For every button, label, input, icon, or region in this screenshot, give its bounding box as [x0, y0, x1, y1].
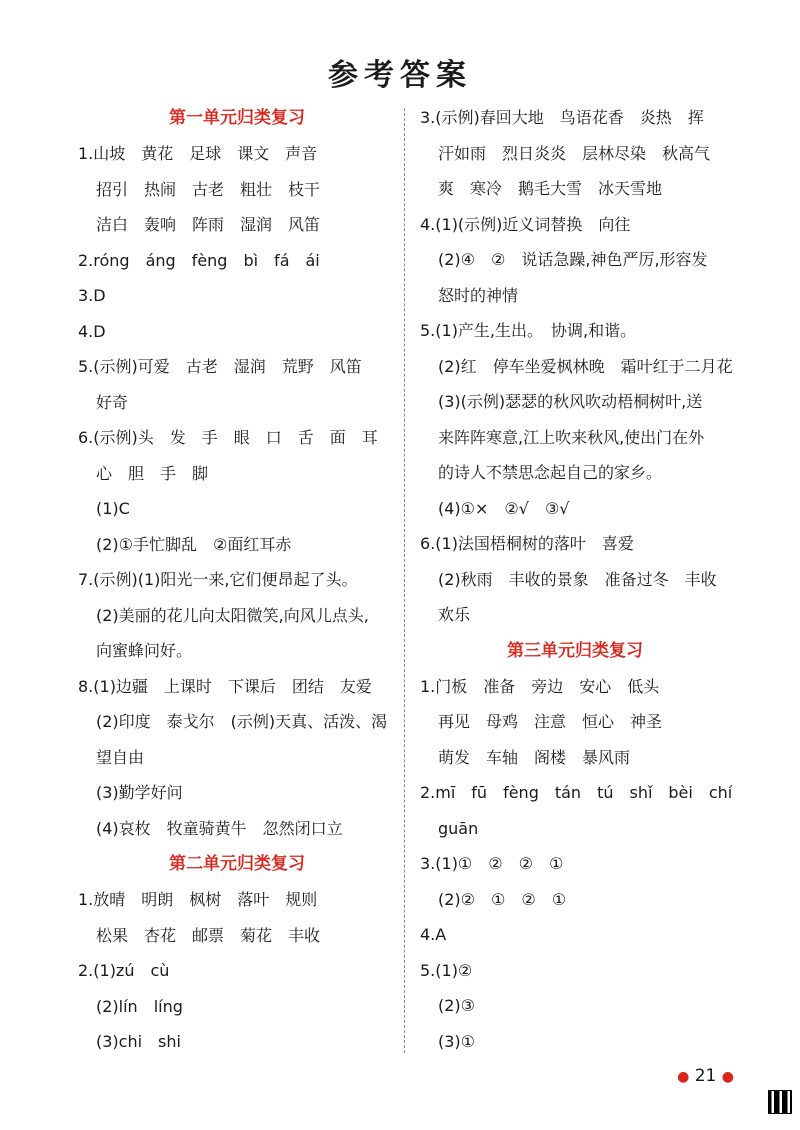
answer-line: 来阵阵寒意,江上吹来秋风,使出门在外 [438, 427, 705, 447]
answer-line: 5.(1)产生,生出。 协调,和谐。 [420, 321, 637, 340]
answer-line: 松果 杏花 邮票 菊花 丰收 [96, 925, 321, 945]
answer-line: 爽 寒冷 鹅毛大雪 冰天雪地 [438, 179, 663, 198]
answer-line: 4.A [420, 925, 447, 944]
page-title: 参考答案 [328, 58, 472, 93]
answer-line: 怒时的神情 [438, 285, 519, 305]
answer-line: (3)chi shi [96, 1032, 181, 1051]
answer-line: 汗如雨 烈日炎炎 层林尽染 秋高气 [438, 143, 711, 163]
section-title-unit-3: 第三单元归类复习 [507, 640, 643, 661]
answer-line: 望自由 [96, 747, 145, 767]
answer-line: (2)红 停车坐爱枫林晚 霜叶红于二月花 [438, 356, 733, 376]
answer-line: 4.(1)(示例)近义词替换 向往 [420, 214, 631, 234]
answer-line: 2.mī fū fèng tán tú shǐ bèi chí [420, 783, 733, 802]
answer-line: 1.山坡 黄花 足球 课文 声音 [78, 144, 318, 163]
bullet-dot-icon: ● [677, 1069, 690, 1085]
answer-line: 萌发 车轴 阁楼 暴风雨 [438, 747, 631, 767]
answer-line: (2)①手忙脚乱 ②面红耳赤 [96, 534, 292, 554]
answer-line: 招引 热闹 古老 粗壮 枝干 [96, 179, 321, 199]
answer-line: 好奇 [96, 392, 129, 412]
answer-line: 5.(示例)可爱 古老 湿润 荒野 风笛 [78, 357, 362, 376]
page-number-text: 21 [694, 1066, 717, 1086]
answer-line: 3.D [78, 286, 106, 305]
answer-line: 洁白 轰响 阵雨 湿润 风笛 [96, 215, 321, 234]
answer-line: 欢乐 [438, 605, 471, 624]
left-column [78, 100, 396, 1060]
answer-line: (2)美丽的花儿向太阳微笑,向风儿点头, [96, 605, 369, 625]
page-number [677, 1066, 734, 1086]
answer-line: 1.放晴 明朗 枫树 落叶 规则 [78, 890, 318, 909]
answer-line: (2)③ [438, 996, 476, 1015]
qr-code-icon [768, 1090, 792, 1114]
right-column [420, 100, 733, 1059]
section-title-unit-1: 第一单元归类复习 [169, 108, 305, 128]
answer-line: 6.(1)法国梧桐树的落叶 喜爱 [420, 534, 634, 553]
answer-line: 4.D [78, 321, 106, 341]
answer-line: 6.(示例)头 发 手 眼 口 舌 面 耳 [78, 428, 378, 447]
answer-line: 8.(1)边疆 上课时 下课后 团结 友爱 [78, 676, 372, 696]
answer-line: (2)秋雨 丰收的景象 准备过冬 丰收 [438, 569, 717, 589]
answer-line: (3)勤学好问 [96, 783, 183, 802]
answer-line: (3)① [438, 1031, 476, 1051]
answer-line: (4)哀枚 牧童骑黄牛 忽然闭口立 [96, 818, 343, 838]
answer-line: 1.门板 准备 旁边 安心 低头 [420, 676, 660, 696]
answer-line: 7.(示例)(1)阳光一来,它们便昂起了头。 [78, 570, 358, 589]
answer-line: (4)①× ②√ ③√ [438, 498, 570, 518]
answer-line: 的诗人不禁思念起自己的家乡。 [438, 463, 663, 482]
answer-line: 3.(示例)春回大地 鸟语花香 炎热 挥 [420, 108, 704, 127]
answer-line: (3)(示例)瑟瑟的秋风吹动梧桐树叶,送 [438, 392, 703, 411]
column-divider [404, 108, 405, 1053]
answer-line: 心 胆 手 脚 [96, 463, 209, 483]
answer-line: 2.(1)zú cù [78, 961, 170, 980]
answer-line: 5.(1)② [420, 960, 473, 980]
answer-line: (2)④ ② 说话急躁,神色严厉,形容发 [438, 250, 708, 269]
answer-line: (2)印度 泰戈尔 (示例)天真、活泼、渴 [96, 712, 388, 731]
section-title-unit-2: 第二单元归类复习 [169, 854, 305, 874]
bullet-dot-icon: ● [721, 1069, 734, 1085]
answer-line: guān [438, 818, 479, 838]
answer-line: (1)C [96, 499, 130, 518]
answer-line: 2.róng áng fèng bì fá ái [78, 250, 320, 270]
answer-line: (2)② ① ② ① [438, 889, 567, 909]
answer-line: 向蜜蜂问好。 [96, 641, 193, 660]
answer-line: 3.(1)① ② ② ① [420, 854, 564, 873]
answer-line: 再见 母鸡 注意 恒心 神圣 [438, 712, 663, 731]
answer-line: (2)lín líng [96, 996, 183, 1016]
